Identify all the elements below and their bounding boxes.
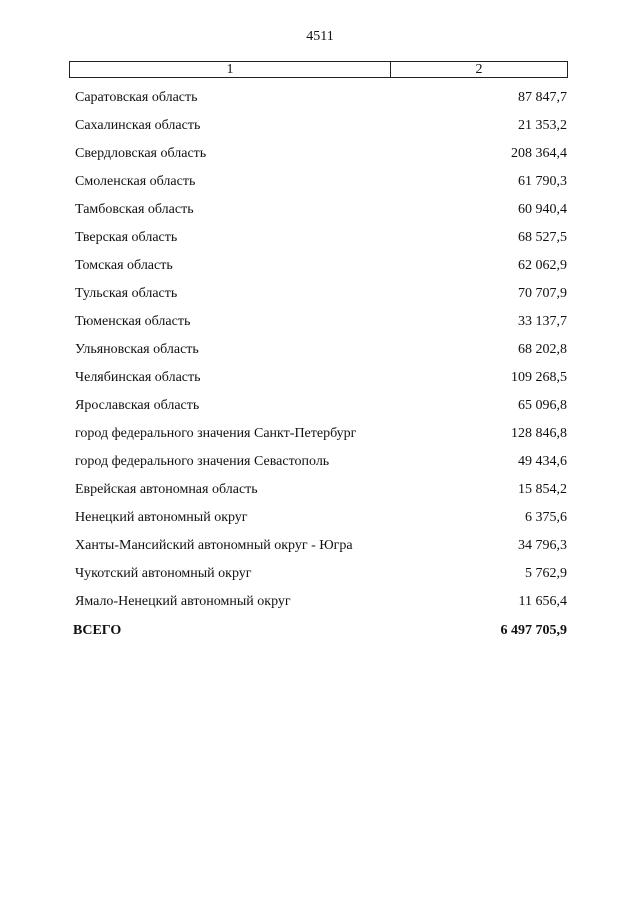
table-row [75,336,567,364]
table-row [75,196,567,224]
region-value: 87 847,7 [518,90,567,105]
region-name: Челябинская область [75,370,201,385]
page-number: 4511 [306,29,334,44]
table-row [75,252,567,280]
region-value: 109 268,5 [511,370,567,385]
table-row [75,560,567,588]
region-name: Ямало-Ненецкий автономный округ [75,594,291,609]
table-row [75,140,567,168]
region-name: Сахалинская область [75,118,201,133]
region-value: 208 364,4 [511,146,567,161]
region-name: Тамбовская область [75,202,194,217]
table-row [75,532,567,560]
region-value: 68 202,8 [518,342,567,357]
region-value: 34 796,3 [518,538,567,553]
region-value: 6 375,6 [525,510,567,525]
table-header [69,61,568,78]
region-name: Ненецкий автономный округ [75,510,248,525]
region-value: 68 527,5 [518,230,567,245]
region-value: 15 854,2 [518,482,567,497]
total-label: ВСЕГО [73,623,122,638]
region-name: Ярославская область [75,398,200,413]
region-name: Свердловская область [75,146,207,161]
table-row [75,224,567,252]
table-row [75,448,567,476]
region-value: 49 434,6 [518,454,567,469]
table-row [75,280,567,308]
region-value: 5 762,9 [525,566,567,581]
region-value: 11 656,4 [518,594,567,609]
table-row [75,112,567,140]
region-name: Еврейская автономная область [75,482,258,497]
region-name: город федерального значения Севастополь [75,454,330,469]
table-row [75,392,567,420]
region-name: Тверская область [75,230,178,245]
region-value: 21 353,2 [518,118,567,133]
region-name: Саратовская область [75,90,198,105]
region-name: Ханты-Мансийский автономный округ - Югра [75,538,353,553]
total-row [73,617,567,645]
table-row [75,308,567,336]
table-row [75,364,567,392]
region-name: Томская область [75,258,173,273]
region-name: город федерального значения Санкт-Петербург [75,426,357,441]
region-value: 61 790,3 [518,174,567,189]
region-name: Тульская область [75,286,178,301]
region-value: 70 707,9 [518,286,567,301]
table-row [75,168,567,196]
region-name: Ульяновская область [75,342,199,357]
region-name: Тюменская область [75,314,191,329]
column-header-2: 2 [475,62,483,77]
table-row [75,420,567,448]
table-body [75,84,567,645]
table-row [75,84,567,112]
table-row [75,588,567,616]
region-value: 65 096,8 [518,398,567,413]
table-row [75,476,567,504]
column-header-1: 1 [70,62,391,77]
total-value: 6 497 705,9 [500,623,567,638]
region-name: Смоленская область [75,174,196,189]
region-value: 33 137,7 [518,314,567,329]
table-row [75,504,567,532]
region-value: 60 940,4 [518,202,567,217]
region-name: Чукотский автономный округ [75,566,252,581]
region-value: 62 062,9 [518,258,567,273]
region-value: 128 846,8 [511,426,567,441]
